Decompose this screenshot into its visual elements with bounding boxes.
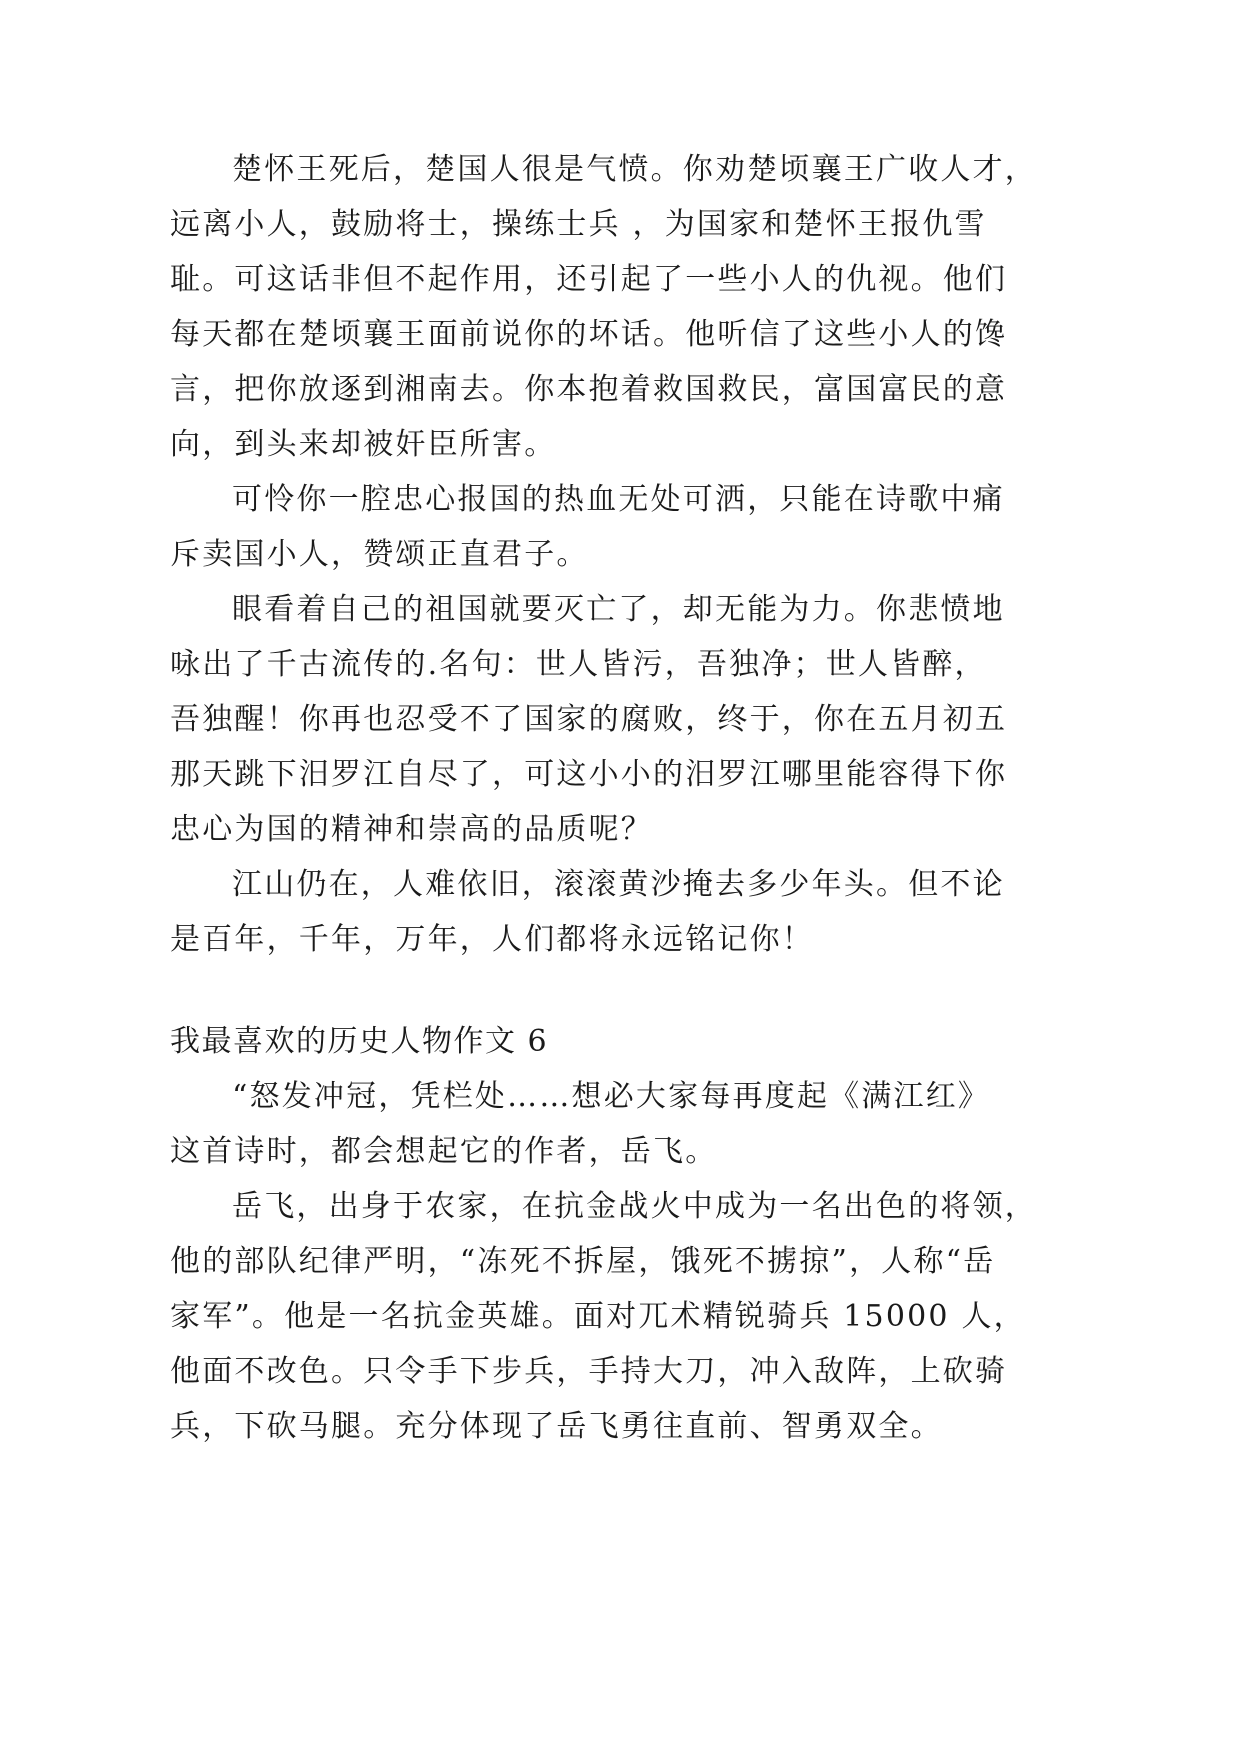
text-line: 斥卖国小人，赞颂正直君子。 bbox=[170, 537, 589, 572]
text-line: 可怜你一腔忠心报国的热血无处可洒，只能在诗歌中痛 bbox=[232, 482, 1005, 517]
text-line: 他面不改色。只令手下步兵，手持大刀，冲入敌阵，上砍骑 bbox=[170, 1354, 1008, 1389]
text-line: 兵，下砍马腿。充分体现了岳飞勇往直前、智勇双全。 bbox=[170, 1409, 943, 1444]
text-line: 每天都在楚顷襄王面前说你的坏话。他听信了这些小人的馋 bbox=[170, 317, 1008, 352]
text-line: 那天跳下汨罗江自尽了，可这小小的汨罗江哪里能容得下你 bbox=[170, 757, 1008, 792]
text-line: 岳飞，出身于农家，在抗金战火中成为一名出色的将领， bbox=[232, 1189, 1037, 1224]
text-line: 向，到头来却被奸臣所害。 bbox=[170, 427, 557, 462]
text-line: 咏出了千古流传的.名句：世人皆污，吾独净；世人皆醉， bbox=[170, 647, 987, 682]
text-line: “怒发冲冠，凭栏处……想必大家每再度起《满江红》 bbox=[232, 1079, 991, 1114]
text-line: 耻。可这话非但不起作用，还引起了一些小人的仇视。他们 bbox=[170, 262, 1008, 297]
text-line: 忠心为国的精神和崇高的品质呢？ bbox=[170, 812, 653, 847]
text-line: 这首诗时，都会想起它的作者，岳飞。 bbox=[170, 1134, 718, 1169]
text-line: 远离小人，鼓励将士，操练士兵 ，为国家和楚怀王报仇雪 bbox=[170, 207, 987, 242]
section-heading: 我最喜欢的历史人物作文 6 bbox=[170, 1024, 549, 1059]
text-line: 江山仍在，人难依旧，滚滚黄沙掩去多少年头。但不论 bbox=[232, 867, 1005, 902]
text-line: 楚怀王死后，楚国人很是气愤。你劝楚顷襄王广收人才， bbox=[232, 152, 1037, 187]
text-line: 他的部队纪律严明，“冻死不拆屋，饿死不掳掠”，人称“岳 bbox=[170, 1244, 996, 1279]
text-line: 是百年，千年，万年，人们都将永远铭记你！ bbox=[170, 922, 814, 957]
text-line: 家军”。他是一名抗金英雄。面对兀术精锐骑兵 15000 人， bbox=[170, 1299, 1026, 1334]
text-line: 吾独醒！你再也忍受不了国家的腐败，终于，你在五月初五 bbox=[170, 702, 1008, 737]
text-line: 言，把你放逐到湘南去。你本抱着救国救民，富国富民的意 bbox=[170, 372, 1008, 407]
text-line: 眼看着自己的祖国就要灭亡了，却无能为力。你悲愤地 bbox=[232, 592, 1005, 627]
